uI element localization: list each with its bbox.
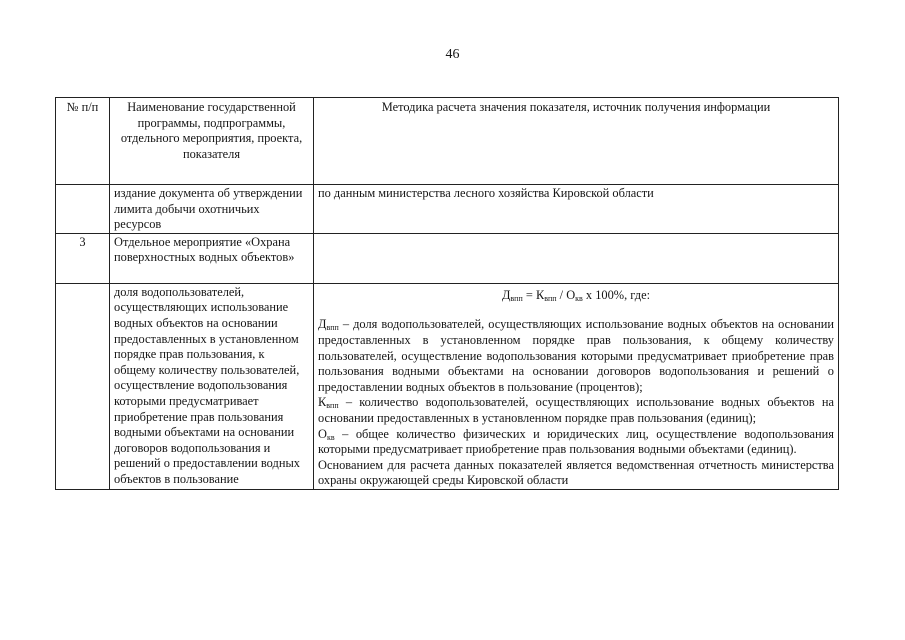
definition-symbol: Д — [318, 317, 327, 332]
indicator-table — [55, 97, 839, 490]
table-row — [56, 185, 839, 234]
row-method: по данным министерства лесного хозяйства Кировской области — [314, 185, 839, 234]
basis-text: Основанием для расчета данных показателей является ведомственная отчетность министерства охраны окружающей среды Кировской области — [318, 457, 834, 488]
table-row — [56, 283, 839, 489]
header-num: № п/п — [56, 98, 110, 185]
formula-tail: x 100%, где: — [582, 287, 651, 302]
formula-lhs: Д — [501, 287, 511, 302]
definition-text: – доля водопользователей, осуществляющих использование водных объектов на основании предоставленных в установленном порядке прав пользования, к общему количеству пользователей, осуществление водопользования которыми предусматривает приобретение прав пользования водными объектами на основании договоров водопользования и решений о предоставлении водных объектов в пользование (процентов); — [318, 317, 834, 394]
header-name: Наименование государственной программы, подпрограммы, отдельного мероприятия, проекта, показателя — [110, 98, 314, 185]
definition-o — [318, 427, 834, 458]
formula-o-sub: кв — [575, 293, 583, 303]
definition-symbol: К — [318, 395, 327, 410]
row-name: издание документа об утверждении лимита добычи охотничьих ресурсов — [110, 185, 314, 234]
formula-k-sub: впп — [544, 293, 557, 303]
row-method — [314, 283, 839, 489]
row-num — [56, 283, 110, 489]
definition-symbol-sub: впп — [326, 401, 339, 411]
row-num: 3 — [56, 233, 110, 283]
formula-o: О — [566, 287, 576, 302]
row-num — [56, 185, 110, 234]
formula — [318, 288, 834, 304]
definition-symbol-sub: кв — [326, 432, 335, 442]
formula-lhs-sub: впп — [510, 293, 523, 303]
definition-d — [318, 317, 834, 395]
formula-k: К — [535, 287, 545, 302]
row-name: доля водопользователей, осуществляющих использование водных объектов на основании предоставленных в установленном порядке прав пользования, к общему количеству пользователей, осуществление водопользования которыми предусматривает приобретение прав пользования водными объектами на основании договоров водопользования и решений о предоставлении водных объектов в пользование — [110, 283, 314, 489]
row-name: Отдельное мероприятие «Охрана поверхностных водных объектов» — [110, 233, 314, 283]
definition-symbol-sub: впп — [326, 323, 339, 333]
definition-text: – общее количество физических и юридических лиц, осуществление водопользования которыми предусматривает приобретение прав пользования водными объектами (единиц). — [318, 426, 834, 457]
definition-symbol: О — [318, 426, 327, 441]
table-row — [56, 233, 839, 283]
page-number: 46 — [445, 47, 460, 62]
table-header-row — [56, 98, 839, 185]
header-method: Методика расчета значения показателя, источник получения информации — [314, 98, 839, 185]
definition-k — [318, 395, 834, 426]
definition-text: – количество водопользователей, осуществляющих использование водных объектов на основании предоставленных в установленном порядке прав пользования (единиц); — [318, 395, 834, 425]
formula-eq: = — [522, 287, 536, 302]
formula-div: / — [556, 287, 567, 302]
row-method — [314, 233, 839, 283]
